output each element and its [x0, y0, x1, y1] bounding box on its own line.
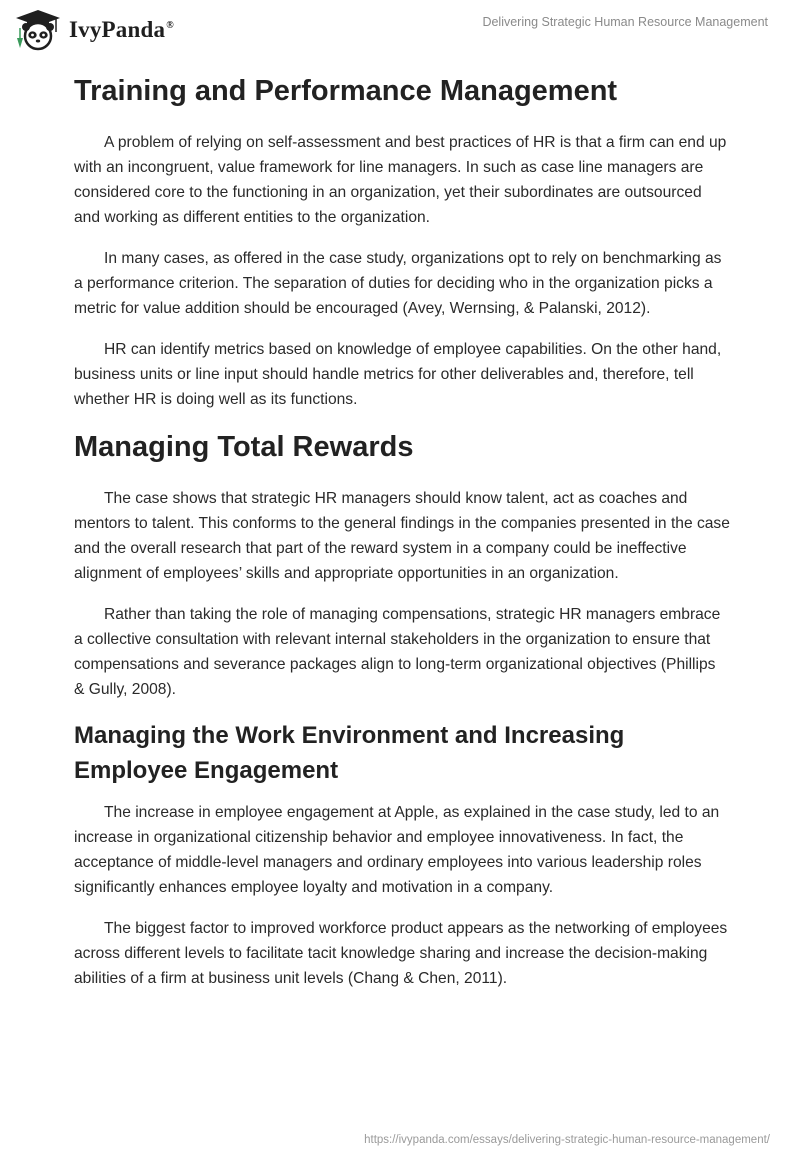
panda-logo-icon	[14, 8, 62, 52]
paragraph: Rather than taking the role of managing compensations, strategic HR managers embrace a collective consultation with relevant internal stakeholders in the organization to ensure that compensations and severance packages align to long-term organizational objectives (Phillips & Gully, 2008).	[74, 606, 721, 698]
section-heading: Managing the Work Environment and Increasing Employee Engagement	[74, 722, 625, 784]
paragraph: The biggest factor to improved workforce product appears as the networking of employees across different levels to facilitate tacit knowledge sharing and increase the decision-making abilities of a firm at business unit levels (Chang & Chen, 2011).	[74, 920, 728, 987]
paragraph: HR can identify metrics based on knowledge of employee capabilities. On the other hand, business units or line input should handle metrics for other deliverables and, therefore, tell whether HR is doing well as its functions.	[74, 341, 722, 408]
registered-mark: ®	[166, 20, 174, 32]
section-total-rewards	[74, 428, 730, 702]
section-heading: Managing Total Rewards	[74, 431, 414, 463]
paragraph: A problem of relying on self-assessment and best practices of HR is that a firm can end up with an incongruent, value framework for line managers. In such as case line managers are considered core to the functioning in an organization, yet their subordinates are outsourced and working as different entities to the organization.	[74, 134, 727, 226]
source-url-link[interactable]: https://ivypanda.com/essays/delivering-strategic-human-resource-management/	[364, 1134, 770, 1146]
paragraph: In many cases, as offered in the case study, organizations opt to rely on benchmarking as a performance criterion. The separation of duties for deciding who in the organization picks a metric for value addition should be encouraged (Avey, Wernsing, & Palanski, 2012).	[74, 250, 722, 317]
ivypanda-logo[interactable]	[14, 8, 174, 52]
section-heading: Training and Performance Management	[74, 75, 618, 107]
section-training-performance	[74, 72, 730, 412]
paragraph: The case shows that strategic HR managers should know talent, act as coaches and mentors to talent. This conforms to the general findings in the companies presented in the case and the overall research that part of the reward system in a company could be ineffective alignment of employees’ skills and appropriate opportunities in an organization.	[74, 490, 730, 582]
document-title: Delivering Strategic Human Resource Management	[482, 15, 768, 29]
logo-text: IvyPanda®	[69, 17, 174, 42]
section-work-environment	[74, 718, 730, 991]
paragraph: The increase in employee engagement at Apple, as explained in the case study, led to an increase in organizational citizenship behavior and employee innovativeness. In fact, the acceptance of middle-level managers and ordinary employees into various leadership roles significantly enhances employee loyalty and motivation in a company.	[74, 804, 720, 896]
essay-content	[74, 72, 730, 1007]
page-header	[0, 0, 800, 64]
